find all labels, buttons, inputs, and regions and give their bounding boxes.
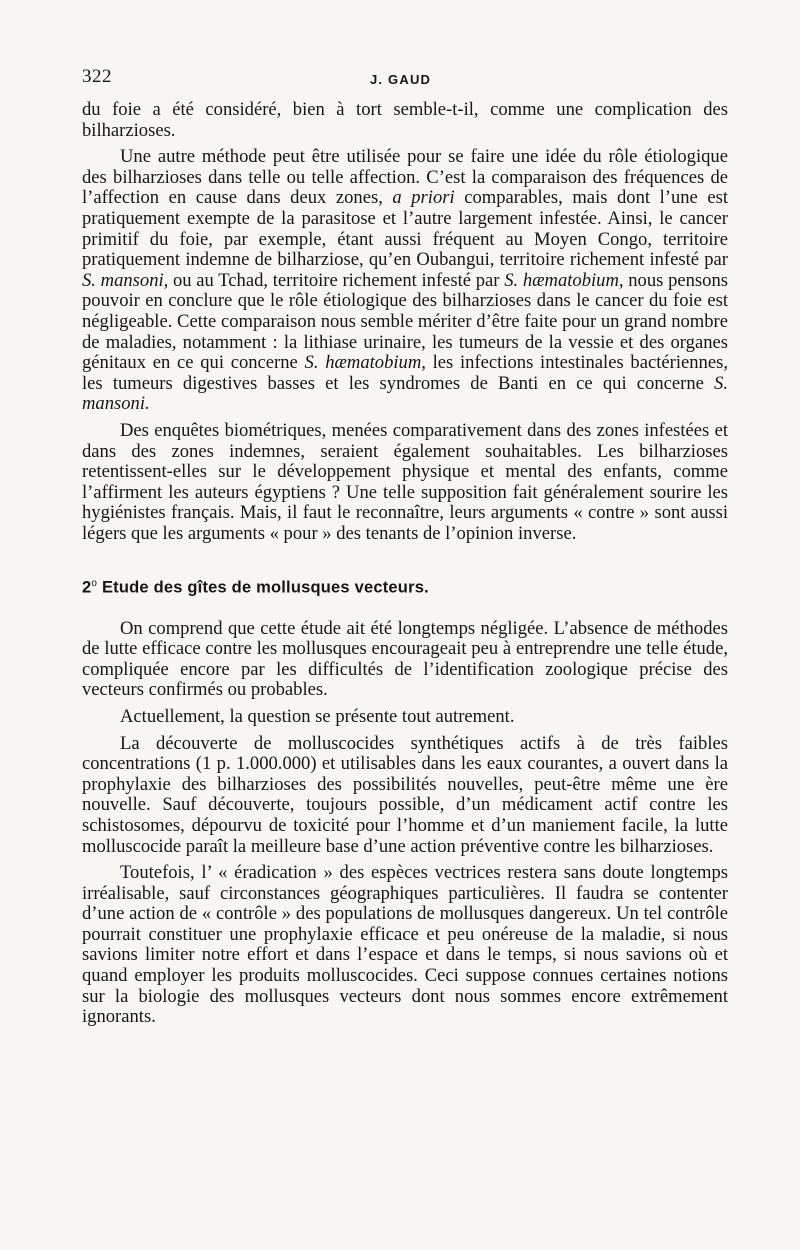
paragraph-text: comparables, mais dont l’une est pratiquement exempte de la parasitose et l’autre largement infestée. Ainsi, le cancer primitif du foie, par exemple, étant aussi fréquent au Moyen Congo, territoire pratiquement indemne de bilharziose, qu’en Oubangui, territoire richement infesté par	[82, 187, 729, 271]
body-paragraph	[82, 863, 728, 1028]
paragraph-text: Toutefois, l’ « éradication » des espèces vectrices restera sans doute longtemps irréalisable, sauf circonstances géographiques particulières. Il faudra se contenter d’une action de « contrôle » des populations de mollusques dangereux. Un tel contrôle pourrait constituer une prophylaxie efficace et peu onéreuse de la maladie, si nous savions limiter notre effort et dans l’espace et dans le temps, si nous savions où et quand employer les produits molluscocides. Ceci suppose connues certaines notions sur la biologie des mollusques vecteurs dont nous sommes encore extrêmement ignorants.	[82, 862, 728, 1028]
paragraph-text: Une autre méthode peut être utilisée pour se faire une idée du rôle étiologique des bilharzioses dans telle ou telle affection. C’est la comparaison des fréquences de l’affection en cause dans deux zones,	[82, 146, 728, 209]
running-head-author: J. GAUD	[370, 72, 432, 87]
paragraph-text: les infections intestinales bactériennes, les tumeurs digestives basses et les syndromes de Banti en ce qui concerne	[82, 352, 728, 394]
italic-text: S. mansoni.	[82, 372, 728, 415]
italic-text: S. hæmatobium,	[304, 352, 426, 374]
body-paragraph	[82, 734, 728, 858]
body-paragraph	[82, 100, 728, 141]
paragraph-text: La découverte de molluscocides synthétiques actifs à de très faibles concentrations (1 p. 1.000.000) et utilisables dans les eaux courantes, a ouvert dans la prophylaxie des bilharzioses des possibilités nouvelles, peut-être même une ère nouvelle. Sauf découverte, toujours possible, d’un médicament actif contre les schistosomes, dépourvu de toxicité pour l’homme et d’un maniement facile, la lutte molluscocide paraît la meilleure base d’une action préventive contre les bilharzioses.	[82, 732, 728, 857]
body-paragraph	[82, 707, 728, 728]
section-heading	[82, 574, 728, 598]
page-number: 322	[82, 66, 112, 87]
italic-text: S. hæmatobium,	[504, 269, 624, 291]
body-paragraph	[82, 421, 728, 545]
body-paragraph	[82, 619, 728, 701]
paragraph-text: nous pensons pouvoir en conclure que le rôle étiologique des bilharzioses dans le cancer du foie est négligeable. Cette comparaison nous semble mériter d’être faite pour un grand nombre de maladies, notamment : la lithiase urinaire, les tumeurs de la vessie et des organes génitaux en ce qui concerne	[82, 269, 728, 374]
section-title: Etude des gîtes de mollusques vecteurs.	[101, 578, 429, 597]
paragraph-text: On comprend que cette étude ait été longtemps négligée. L’absence de méthodes de lutte efficace contre les mollusques encourageait peu à entreprendre une telle étude, compliquée encore par les difficultés de l’identification zoologique précise des vecteurs confirmés ou probables.	[82, 617, 728, 701]
italic-text: S. mansoni,	[82, 269, 169, 291]
paragraphs-before-section	[82, 100, 728, 544]
section-number: 2	[82, 578, 92, 597]
paragraphs-after-section	[82, 619, 728, 1028]
italic-text: a priori	[392, 187, 455, 209]
book-page	[82, 66, 728, 1028]
page-header	[82, 66, 728, 100]
paragraph-text: ou au Tchad, territoire richement infesté par	[168, 269, 505, 291]
body-text	[82, 100, 728, 1028]
section-number-ordinal: o	[91, 578, 98, 590]
paragraph-text: Actuellement, la question se présente tout autrement.	[120, 705, 515, 727]
body-paragraph	[82, 147, 728, 415]
paragraph-text: du foie a été considéré, bien à tort semble-t-il, comme une complication des bilharzioses.	[82, 99, 728, 141]
paragraph-text: Des enquêtes biométriques, menées comparativement dans des zones infestées et dans des zones indemnes, seraient également souhaitables. Les bilharzioses retentissent-elles sur le développement physique et mental des enfants, comme l’affirment les auteurs égyptiens ? Une telle supposition fait généralement sourire les hygiénistes français. Mais, il faut le reconnaître, leurs arguments « contre » sont aussi légers que les arguments « pour » des tenants de l’opinion inverse.	[82, 419, 728, 544]
